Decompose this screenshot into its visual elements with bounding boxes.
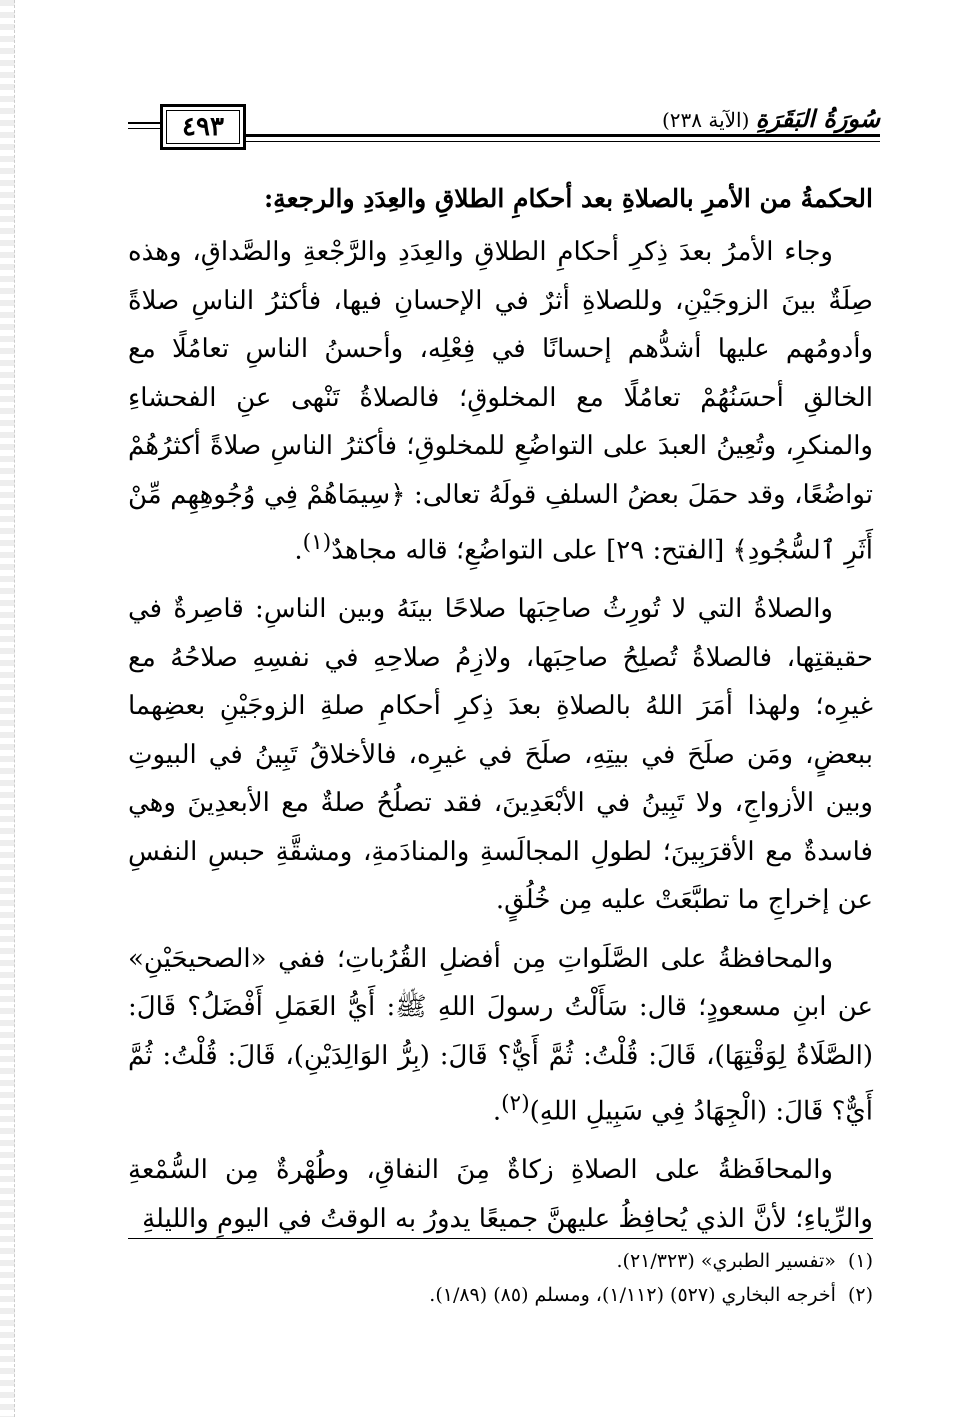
footnote-1 <box>128 1246 873 1276</box>
page-number: ٤٩٣ <box>182 112 224 142</box>
footnote-2 <box>128 1280 873 1310</box>
paragraph-1-text: وجاء الأمرُ بعدَ ذِكرِ أحكامِ الطلاقِ والعِدَدِ والرَّجْعةِ والصَّداقِ، وهذه صِلَةٌ بينَ الزوجَيْنِ، وللصلاةِ أثرٌ في الإحسانِ فيها، فأكثرُ الناسِ صلاةً وأدومُهم عليها أشدُّهم إحسانًا في فِعْلِه، وأحسنُ الناسِ تعامُلًا مع الخالقِ أحسَنُهُمْ تعامُلًا مع المخلوقِ؛ فالصلاةُ تَنْهى عنِ الفحشاءِ والمنكرِ، وتُعِينُ العبدَ على التواضُعِ للمخلوقِ؛ فأكثرُ الناسِ صلاةً أكثرُهُمْ تواضُعًا، وقد حمَلَ بعضُ السلفِ قولَهُ تعالى: ﴿سِيمَاهُمْ فِي وُجُوهِهِم مِّنْ أَثَرِ ٱلسُّجُودِ﴾ [الفتح: ٢٩] على التواضُعِ؛ قاله مجاهدٌ <box>128 237 874 566</box>
header-rule-left-thin <box>128 128 160 129</box>
footnote-number: (١) <box>847 1250 873 1272</box>
footnote-divider <box>128 1238 873 1239</box>
running-title <box>662 104 880 133</box>
footnote-ref-2: (٢) <box>501 1091 530 1117</box>
page-body <box>128 176 873 1253</box>
section-heading: الحكمةُ من الأمرِ بالصلاةِ بعد أحكامِ الطلاقِ والعِدَدِ والرجعةِ: <box>263 184 873 213</box>
header-rule-right-thin <box>246 141 880 142</box>
paragraph-3-text: والمحافظةُ على الصَّلَواتِ مِن أفضلِ القُرُباتِ؛ ففي «الصحيحَيْنِ» عن ابنِ مسعودٍ؛ قال: سَأَلْتُ رسولَ اللهِ ﷺ: أَيُّ العَمَلِ أَفْضَلُ؟ قَالَ: (الصَّلَاةُ لِوَقْتِهَا)، قَالَ: قُلْتُ: ثُمَّ أَيٌّ؟ قَالَ: (بِرُّ الوَالِدَيْنِ)، قَالَ: قُلْتُ: ثُمَّ أَيٌّ؟ قَالَ: (الْجِهَادُ فِي سَبِيلِ اللهِ) <box>128 943 874 1127</box>
header-rule-right <box>246 134 880 137</box>
paragraph-2: والصلاةُ التي لا تُورِثُ صاحِبَها صلاحًا بينَهُ وبين الناسِ: قاصِرةٌ في حقيقتِها، فالصلاةُ تُصلِحُ صاحِبَها، ولازِمُ صلاحِهِ في نفسِهِ صلاحُهُ مع غيرِه؛ ولهذا أمَرَ اللهُ بالصلاةِ بعدَ ذِكرِ أحكامِ صلةِ الزوجَيْنِ بعضِهما ببعضٍ، ومَن صلَحَ في بيتِهِ، صلَحَ في غيرِه، فالأخلاقُ تَبِينُ في البيوتِ وبين الأزواجِ، ولا تَبِينُ في الأبْعَدِينَ، فقد تصلُحُ صلةٌ مع الأبعدِينَ وهي فاسدةٌ مع الأقرَبِينَ؛ لطولِ المجالَسةِ والمنادَمةِ، ومشقَّةِ حبسِ النفسِ عن إخراجِ ما تطبَّعَتْ عليه مِن خُلُقٍ. <box>128 594 873 916</box>
footnotes <box>128 1246 873 1314</box>
verse-reference: (الآية ٢٣٨) <box>661 108 750 132</box>
paragraph-3: والمحافظةُ على الصَّلَواتِ مِن أفضلِ القُرُباتِ؛ ففي «الصحيحَيْنِ» عن ابنِ مسعودٍ؛ قال: سَأَلْتُ رسولَ اللهِ ﷺ: أَيُّ العَمَلِ أَفْضَلُ؟ قَالَ: (الصَّلَاةُ لِوَقْتِهَا)، قَالَ: قُلْتُ: ثُمَّ أَيٌّ؟ قَالَ: (بِرُّ الوَالِدَيْنِ)، قَالَ: قُلْتُ: ثُمَّ أَيٌّ؟ قَالَ: (الْجِهَادُ فِي سَبِيلِ اللهِ)$^{(٢)}$. <box>128 943 874 1127</box>
paragraph-1: وجاء الأمرُ بعدَ ذِكرِ أحكامِ الطلاقِ والعِدَدِ والرَّجْعةِ والصَّداقِ، وهذه صِلَةٌ بينَ الزوجَيْنِ، وللصلاةِ أثرٌ في الإحسانِ فيها، فأكثرُ الناسِ صلاةً وأدومُهم عليها أشدُّهم إحسانًا في فِعْلِه، وأحسنُ الناسِ تعامُلًا مع الخالقِ أحسَنُهُمْ تعامُلًا مع المخلوقِ؛ فالصلاةُ تَنْهى عنِ الفحشاءِ والمنكرِ، وتُعِينُ العبدَ على التواضُعِ للمخلوقِ؛ فأكثرُ الناسِ صلاةً أكثرُهُمْ تواضُعًا، وقد حمَلَ بعضُ السلفِ قولَهُ تعالى: ﴿سِيمَاهُمْ فِي وُجُوهِهِم مِّنْ أَثَرِ ٱلسُّجُودِ﴾ [الفتح: ٢٩] على التواضُعِ؛ قاله مجاهدٌ$^{(١)}$. <box>128 237 874 566</box>
scan-binding-edge <box>0 0 15 1417</box>
paragraph-4: والمحافَظةُ على الصلاةِ زكاةٌ مِنَ النفاقِ، وطُهْرةٌ مِن السُّمْعةِ والرِّياءِ؛ لأنَّ الذي يُحافِظُ عليهنَّ جميعًا يدورُ به الوقتُ في اليومِ والليلةِ <box>128 1155 873 1234</box>
page-number-frame <box>160 104 246 150</box>
surah-name: سُورَةُ البَقَرَةِ <box>755 104 880 133</box>
footnote-ref-1: (١) <box>302 530 332 555</box>
footnote-number: (٢) <box>847 1284 873 1306</box>
footnote-text: أخرجه البخاري (٥٢٧) (١/١١٢)، ومسلم (٨٥) (١/٨٩). <box>429 1284 836 1306</box>
footnote-text: «تفسير الطبري» (٢١/٣٢٣). <box>616 1250 836 1272</box>
page-header <box>128 100 880 160</box>
header-rule-left <box>128 122 160 124</box>
